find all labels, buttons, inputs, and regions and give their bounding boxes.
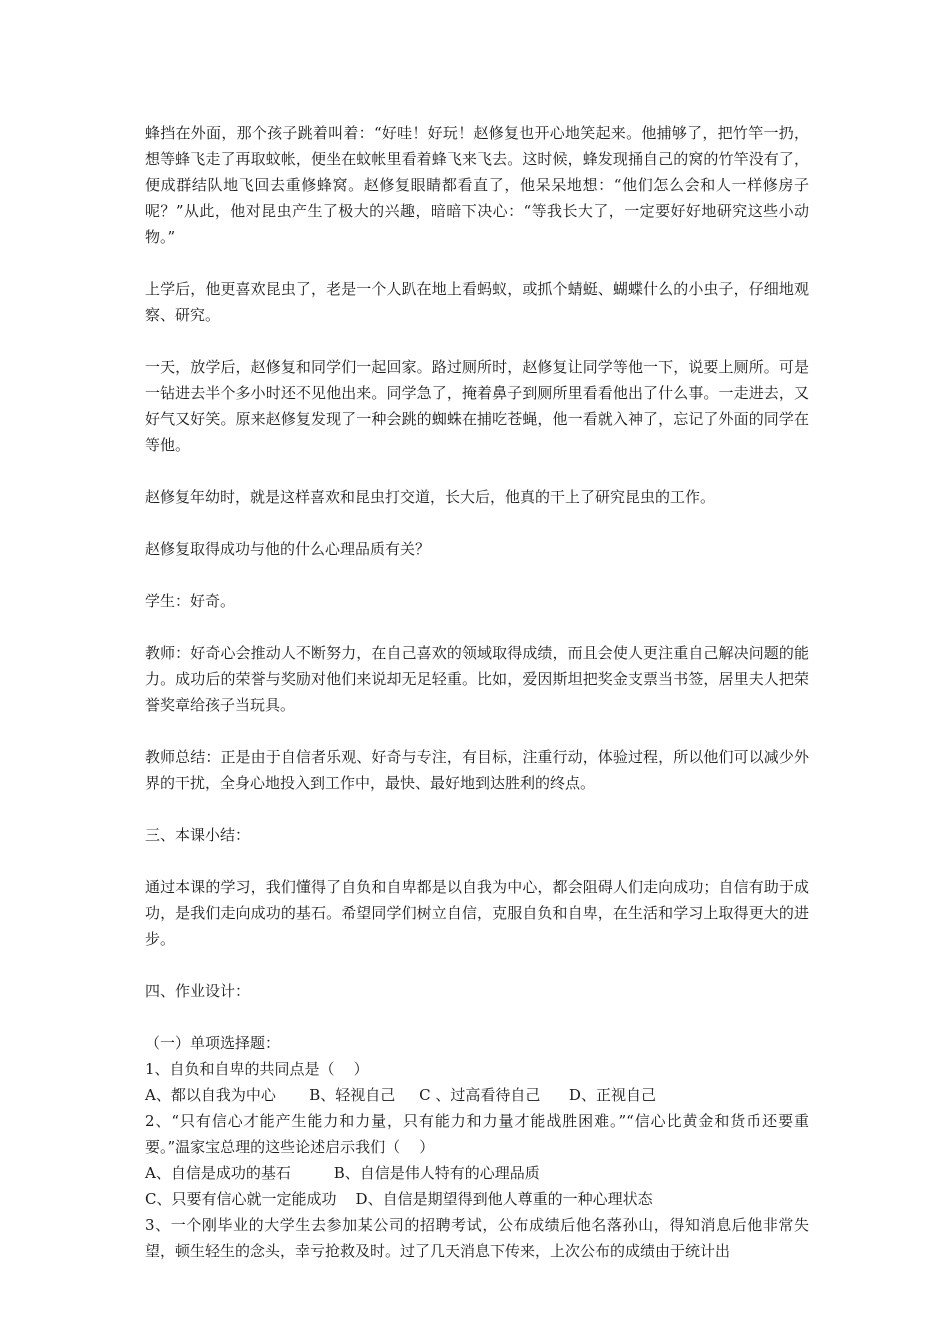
- question-paragraph: 赵修复取得成功与他的什么心理品质有关？: [145, 540, 431, 558]
- lesson-summary-paragraph: 通过本课的学习，我们懂得了自负和自卑都是以自我为中心，都会阻碍人们走向成功；自信有助于成功，是我们走向成功的基石。希望同学们树立自信，克服自负和自卑，在生活和学习上取得更大的进步。: [145, 878, 809, 948]
- question-2-options-ab: A、自信是成功的基石 B、自信是伟人特有的心理品质: [145, 1164, 540, 1182]
- section-heading-summary: 三、本课小结：: [145, 826, 251, 844]
- story-paragraph-3: 一天，放学后，赵修复和同学们一起回家。路过厕所时，赵修复让同学等他一下，说要上厕所。可是一钻进去半个多小时还不见他出来。同学急了，掩着鼻子到厕所里看看他出了什么事。一走进去，又好气又好笑。原来赵修复发现了一种会跳的蜘蛛在捕吃苍蝇，他一看就入神了，忘记了外面的同学在等他。: [145, 358, 809, 454]
- teacher-comment: 教师：好奇心会推动人不断努力，在自己喜欢的领域取得成绩，而且会使人更注重自己解决问题的能力。成功后的荣誉与奖励对他们来说却无足轻重。比如，爱因斯坦把奖金支票当书签，居里夫人把荣誉奖章给孩子当玩具。: [145, 644, 809, 714]
- question-1: 1、自负和自卑的共同点是（ ）: [145, 1060, 369, 1078]
- section-heading-homework: 四、作业设计：: [145, 982, 251, 1000]
- exercise-heading: （一）单项选择题：: [145, 1034, 281, 1052]
- story-paragraph-4: 赵修复年幼时，就是这样喜欢和昆虫打交道，长大后，他真的干上了研究昆虫的工作。: [145, 488, 716, 506]
- question-3: 3、一个刚毕业的大学生去参加某公司的招聘考试，公布成绩后他名落孙山，得知消息后他非常失望，顿生轻生的念头，幸亏抢救及时。过了几天消息下传来，上次公布的成绩由于统计出: [145, 1216, 809, 1260]
- teacher-summary: 教师总结：正是由于自信者乐观、好奇与专注，有目标，注重行动，体验过程，所以他们可以减少外界的干扰，全身心地投入到工作中，最快、最好地到达胜利的终点。: [145, 748, 809, 792]
- question-1-options: A、都以自我为中心 B、轻视自己 C 、过高看待自己 D、正视自己: [145, 1086, 656, 1104]
- question-2-options-cd: C、只要有信心就一定能成功 D、自信是期望得到他人尊重的一种心理状态: [145, 1190, 653, 1208]
- story-paragraph-1: 蜂挡在外面，那个孩子跳着叫着：“好哇！好玩！赵修复也开心地笑起来。他捕够了，把竹竿一扔，想等蜂飞走了再取蚊帐，便坐在蚊帐里看着蜂飞来飞去。这时候，蜂发现捅自己的窝的竹竿没有了，便成群结队地飞回去重修蜂窝。赵修复眼睛都看直了，他呆呆地想：“他们怎么会和人一样修房子呢？”从此，他对昆虫产生了极大的兴趣，暗暗下决心：“等我长大了，一定要好好地研究这些小动物。”: [145, 124, 809, 246]
- story-paragraph-2: 上学后，他更喜欢昆虫了，老是一个人趴在地上看蚂蚁，或抓个蜻蜓、蝴蝶什么的小虫子，仔细地观察、研究。: [145, 280, 809, 324]
- student-answer: 学生：好奇。: [145, 592, 236, 610]
- exercise-block: [145, 1030, 809, 1264]
- question-2: 2、“只有信心才能产生能力和力量，只有能力和力量才能战胜困难。”“信心比黄金和货币还要重要。”温家宝总理的这些论述启示我们（ ）: [145, 1112, 809, 1156]
- document-page: [145, 120, 809, 1264]
